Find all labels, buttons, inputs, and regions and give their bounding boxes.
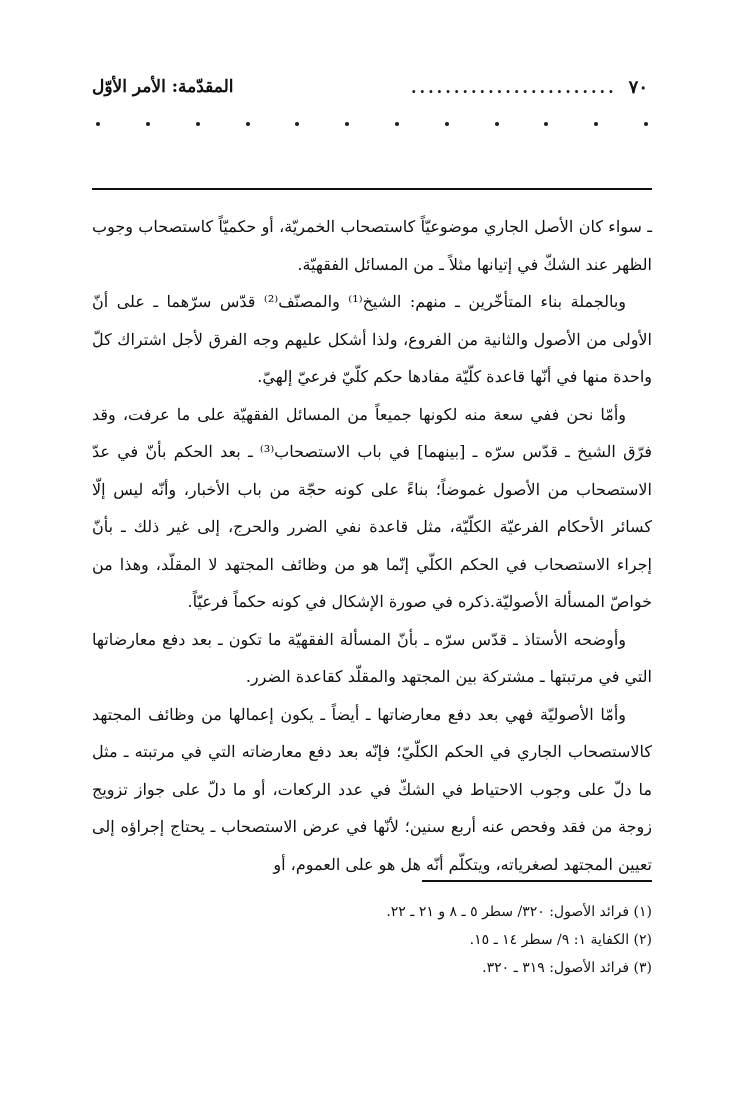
footnotes [300, 898, 652, 982]
footnote-1: (١) فرائد الأصول: ٣٢٠/ سطر ٥ ـ ٨ و ٢١ ـ ٢٢. [386, 904, 652, 920]
ornament-dot [196, 122, 200, 126]
ornament-dot [544, 122, 548, 126]
ornament-dot [594, 122, 598, 126]
body-paragraph-5: وأمّا الأصوليّة فهي بعد دفع معارضاتها ـ أيضاً ـ يكون إعمالها من وظائف المجتهد كالاستصحاب الجاري في الحكم الكلّيّ؛ فإنّه بعد دفع معارضاته التي في مرتبته ـ مثل ما دلّ على وجوب الاحتياط في الشكّ في عدد الركعات، أو ما دلّ على جواز تزويج زوجة من فقد وفحص عنه أربع سنين؛ لأنّها في عرض الاستصحاب ـ يحتاج إجراؤه إلى تعيين المجتهد لصغرياته، ويتكلّم أنّه هل هو على العموم، أو [92, 704, 652, 874]
footnote-rule [422, 880, 652, 882]
header-rule [92, 188, 652, 190]
ornament-dot [395, 122, 399, 126]
ornament-dots-row [96, 122, 648, 126]
ornament-dot [345, 122, 349, 126]
body-paragraph-4: وأوضحه الأستاذ ـ قدّس سرّه ـ بأنّ المسألة الفقهيّة ما تكون ـ بعد دفع معارضاتها التي في مرتبتها ـ مشتركة بين المجتهد والمقلّد كقاعدة الضرر. [92, 629, 652, 686]
ornament-dot [295, 122, 299, 126]
ornament-dot [495, 122, 499, 126]
ornament-dot [445, 122, 449, 126]
running-head [92, 72, 648, 102]
ornament-dot [96, 122, 100, 126]
body-paragraph-1: ـ سواء كان الأصل الجاري موضوعيّاً كاستصحاب الخمريّة، أو حكميّاً كاستصحاب وجوب الظهر عند الشكّ في إتيانها مثلاً ـ من المسائل الفقهيّة. [92, 217, 652, 274]
body-text [92, 208, 652, 883]
ornament-dot [644, 122, 648, 126]
header-leader-dots: ........................ [410, 77, 617, 97]
page-number: ٧٠ [628, 76, 648, 98]
footnote-3: (٣) فرائد الأصول: ٣١٩ ـ ٣٢٠. [482, 960, 652, 976]
footnote-2: (٢) الكفاية ١: ٩/ سطر ١٤ ـ ١٥. [469, 932, 652, 948]
body-paragraph-2: وبالجملة بناء المتأخّرين ـ منهم: الشيخ⁽¹⁾ والمصنّف⁽²⁾ قدّس سرّهما ـ على أنّ الأولى من الأصول والثانية من الفروع، ولذا أشكل عليهم وجه الفرق لأجل اشتراك كلّ واحدة منها في أنّها قاعدة كلّيّة مفادها حكم كلّيّ فرعيّ إلهيّ. [92, 292, 652, 386]
body-paragraph-3: وأمّا نحن ففي سعة منه لكونها جميعاً من المسائل الفقهيّة على ما عرفت، وقد فرّق الشيخ ـ قدّس سرّه ـ [بينهما] في باب الاستصحاب⁽³⁾ ـ بعد الحكم بأنّ في عدّ الاستصحاب من الأصول غموضاً؛ بناءً على كونه حجّة من باب الأخبار، وأنّه ليس إلّا كسائر الأحكام الفرعيّة الكلّيّة، مثل قاعدة نفي الضرر والحرج، إلى غير ذلك ـ بأنّ إجراء الاستصحاب في الحكم الكلّي إنّما هو من وظائف المجتهد لا المقلّد، وهذا من خواصّ المسألة الأصوليّة.ذكره في صورة الإشكال في كونه حكماً فرعيّاً. [92, 404, 653, 611]
ornament-dot [146, 122, 150, 126]
ornament-dot [246, 122, 250, 126]
running-head-title: المقدّمة: الأمر الأوّل [92, 77, 234, 97]
